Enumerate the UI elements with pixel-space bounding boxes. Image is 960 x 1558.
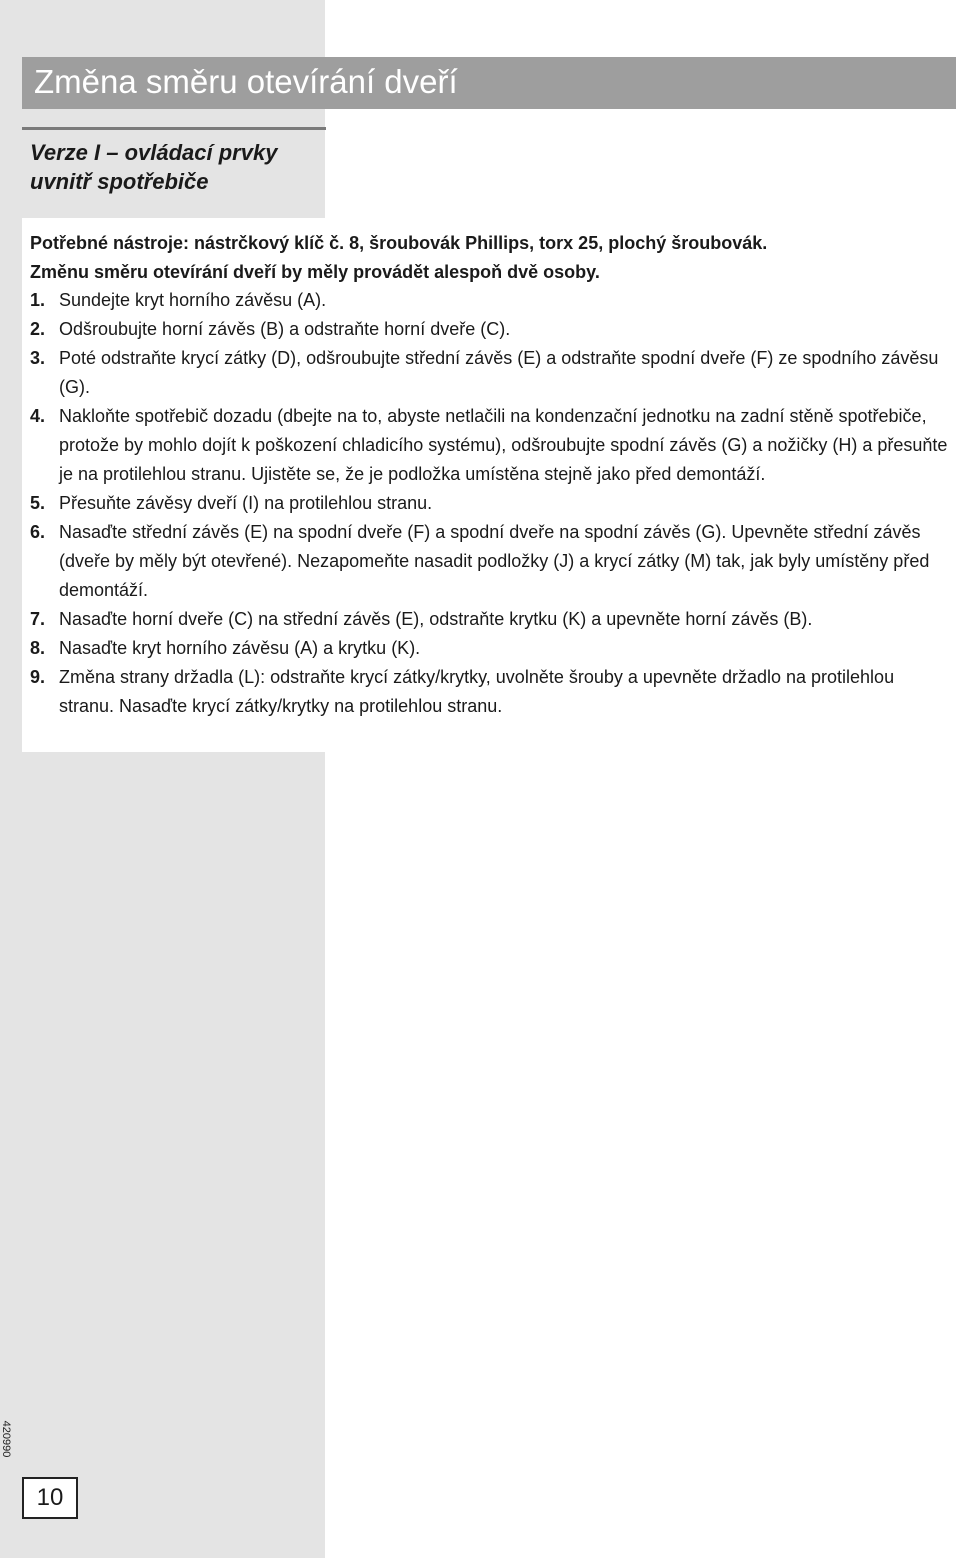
step-text: Odšroubujte horní závěs (B) a odstraňte horní dveře (C).: [59, 319, 511, 339]
step-number: 8.: [30, 638, 46, 658]
step-item: [30, 286, 950, 315]
instruction-steps: [30, 286, 950, 721]
step-item: [30, 315, 950, 344]
section-subtitle: [30, 138, 320, 196]
step-text: Změna strany držadla (L): odstraňte krycí zátky/krytky, uvolněte šrouby a upevněte držadlo na protilehlou stranu. Nasaďte krycí zátky/krytky na protilehlou stranu.: [59, 667, 895, 716]
step-item: [30, 634, 950, 663]
step-item: [30, 663, 950, 721]
step-number: 4.: [30, 406, 46, 426]
page-title: Změna směru otevírání dveří: [34, 63, 458, 100]
step-text: Nasaďte horní dveře (C) na střední závěs (E), odstraňte krytku (K) a upevněte horní závěs (B).: [59, 609, 813, 629]
subtitle-line-2: uvnitř spotřebiče: [30, 169, 209, 194]
two-person-note: Změnu směru otevírání dveří by měly provádět alespoň dvě osoby.: [30, 262, 600, 282]
step-item: [30, 344, 950, 402]
subtitle-divider: [22, 127, 326, 130]
page-number-box: [22, 1477, 78, 1519]
step-number: 6.: [30, 522, 46, 542]
step-text: Poté odstraňte krycí zátky (D), odšroubujte střední závěs (E) a odstraňte spodní dveře (F) ze spodního závěsu (G).: [59, 348, 939, 397]
step-number: 7.: [30, 609, 46, 629]
page-number: 10: [36, 1484, 64, 1511]
step-text: Přesuňte závěsy dveří (I) na protilehlou stranu.: [59, 493, 433, 513]
subtitle-line-1: Verze I – ovládací prvky: [30, 140, 278, 165]
step-item: [30, 402, 950, 489]
step-text: Nakloňte spotřebič dozadu (dbejte na to, abyste netlačili na kondenzační jednotku na zadní stěně spotřebiče, protože by mohlo dojít k poškození chladicího systému), odšroubujte spodní závěs (G) a nožičky (H) a přesuňte je na protilehlou stranu. Ujistěte se, že je podložka umístěna stejně jako před demontáží.: [59, 406, 948, 484]
step-item: [30, 518, 950, 605]
step-number: 2.: [30, 319, 46, 339]
step-text: Nasaďte střední závěs (E) na spodní dveře (F) a spodní dveře na spodní závěs (G). Upevněte střední závěs (dveře by měly být otevřené). Nezapomeňte nasadit podložky (J) a krycí zátky (M) tak, jak byly umístěny před demontáží.: [59, 522, 930, 600]
step-text: Sundejte kryt horního závěsu (A).: [59, 290, 327, 310]
intro-block: [30, 229, 940, 287]
tools-required: Potřebné nástroje: nástrčkový klíč č. 8, šroubovák Phillips, torx 25, plochý šroubovák.: [30, 233, 768, 253]
step-number: 9.: [30, 667, 46, 687]
step-number: 3.: [30, 348, 46, 368]
step-number: 5.: [30, 493, 46, 513]
step-number: 1.: [30, 290, 46, 310]
step-item: [30, 489, 950, 518]
step-item: [30, 605, 950, 634]
document-code: 420990: [0, 1420, 12, 1458]
step-text: Nasaďte kryt horního závěsu (A) a krytku (K).: [59, 638, 421, 658]
